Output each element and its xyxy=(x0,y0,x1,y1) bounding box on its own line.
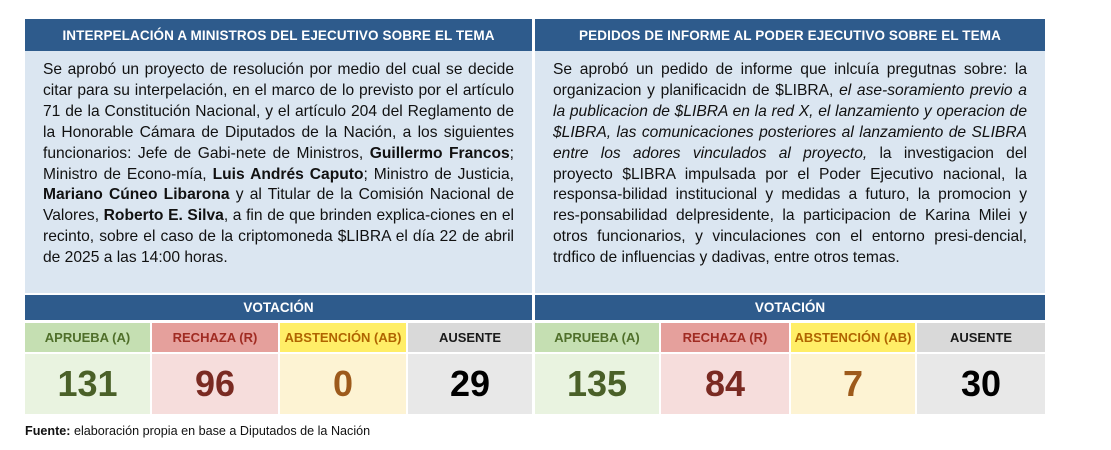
value-ausente: 30 xyxy=(917,354,1045,414)
official-name: Guillermo Francos xyxy=(369,144,510,162)
panel-description xyxy=(25,51,532,293)
category-aprueba: APRUEBA (A) xyxy=(535,323,659,352)
category-abstencion: ABSTENCIÓN (AB) xyxy=(791,323,915,352)
vote-category-row xyxy=(25,323,532,352)
vote-category-row xyxy=(535,323,1045,352)
value-rechaza: 84 xyxy=(661,354,789,414)
interpelacion-panel xyxy=(25,19,532,414)
panel-header: PEDIDOS DE INFORME AL PODER EJECUTIVO SOBRE EL TEMA xyxy=(535,19,1045,51)
source-text: elaboración propia en base a Diputados de la Nación xyxy=(70,424,371,438)
category-rechaza: RECHAZA (R) xyxy=(152,323,278,352)
official-name: Mariano Cúneo Libarona xyxy=(43,186,230,204)
pedidos-informe-panel xyxy=(535,19,1045,414)
text-run: el ase-soramiento previo a la publicacion de $LIBRA en la red X, el lanzamiento y operacion de $LIBRA, las comunicaciones posteriores al lanzamiento de SLIBRA entre los adores vinculados al proyecto, xyxy=(553,81,1027,162)
text-run: Se aprobó un proyecto de resolución por medio del cual se decide citar para su interpelación, en el marco de lo previsto por el artículo 71 de la Constitución Nacional, y el artículo 204 del Reglamento de la Honorable Cámara de Diputados de la Nación, a los siguientes funcionarios: Jefe de Gabi-nete de Ministros, xyxy=(43,61,514,162)
official-name: Luis Andrés Caputo xyxy=(212,165,364,183)
value-abstencion: 7 xyxy=(791,354,915,414)
category-aprueba: APRUEBA (A) xyxy=(25,323,150,352)
source-note xyxy=(25,424,370,438)
source-label: Fuente: xyxy=(25,424,71,438)
value-aprueba: 135 xyxy=(535,354,659,414)
category-ausente: AUSENTE xyxy=(408,323,532,352)
official-name: Roberto E. Silva xyxy=(103,207,224,225)
text-run: , a fin de que brinden explica-ciones en el recinto, sobre el caso de la criptomoneda $LIBRA el día 22 de abril de 2025 a las 14:00 horas. xyxy=(43,207,514,267)
vote-value-row xyxy=(535,354,1045,414)
panel-description xyxy=(535,51,1045,293)
vote-value-row xyxy=(25,354,532,414)
votacion-header: VOTACIÓN xyxy=(535,295,1045,320)
category-ausente: AUSENTE xyxy=(917,323,1045,352)
value-ausente: 29 xyxy=(408,354,532,414)
text-run: la investigacion del proyecto $LIBRA impulsada por el Poder Ejecutivo nacional, la responsa-bilidad institucional y medidas a futuro, la promocion y res-ponsabilidad delpresidente, la participacion de Karina Milei y otros funcionarios, y vinculaciones con el entorno presi-dencial, trdfico de influencias y dadivas, entre otros temas. xyxy=(553,144,1027,267)
category-abstencion: ABSTENCIÓN (AB) xyxy=(280,323,406,352)
panel-header: INTERPELACIÓN A MINISTROS DEL EJECUTIVO SOBRE EL TEMA xyxy=(25,19,532,51)
text-run: ; Ministro de Justicia, xyxy=(363,165,514,183)
value-abstencion: 0 xyxy=(280,354,406,414)
text-run: y al Titular de la Comisión Nacional de Valores, xyxy=(43,186,515,225)
votacion-header: VOTACIÓN xyxy=(25,295,532,320)
value-rechaza: 96 xyxy=(152,354,278,414)
value-aprueba: 131 xyxy=(25,354,150,414)
text-run: ; Ministro de Econo-mía, xyxy=(43,144,514,183)
category-rechaza: RECHAZA (R) xyxy=(661,323,789,352)
text-run: Se aprobó un pedido de informe que inlcuía pregutnas sobre: la organizacion y planificacidn de $LIBRA, xyxy=(553,61,1027,99)
